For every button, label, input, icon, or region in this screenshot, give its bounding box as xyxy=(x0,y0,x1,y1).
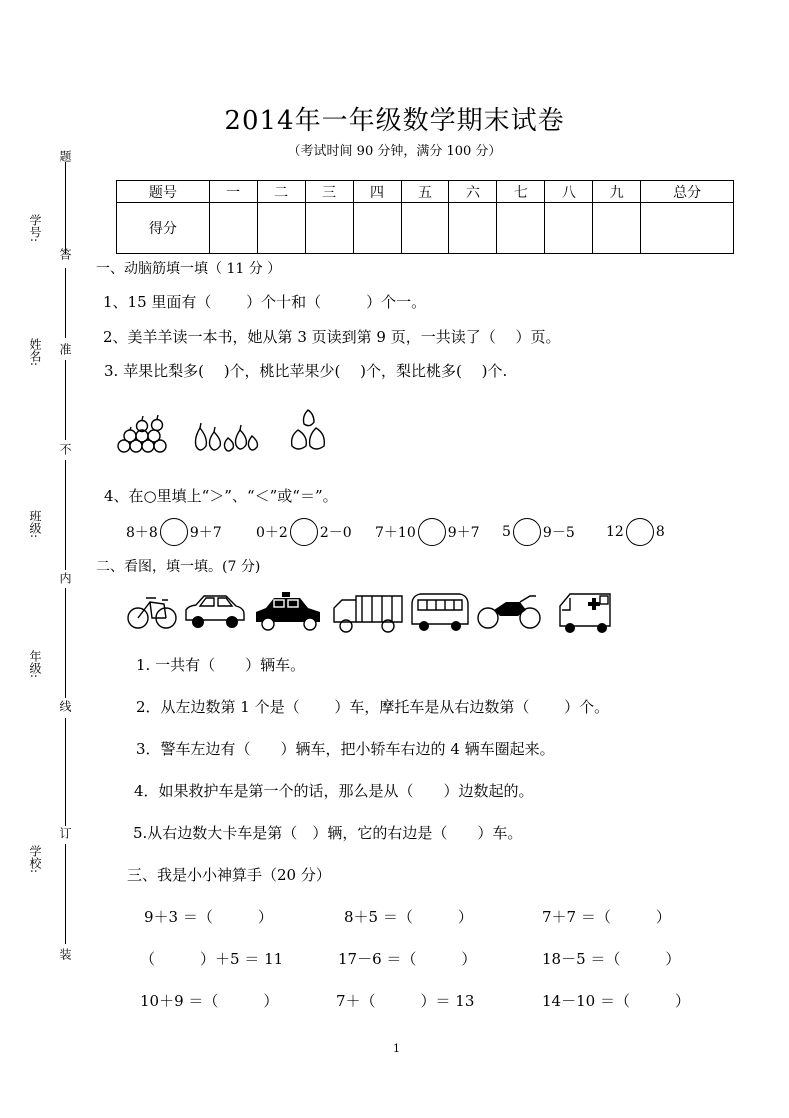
calc-item: 8＋5 ＝（ ） xyxy=(344,908,473,926)
car-icon xyxy=(186,596,244,628)
calc-item: 7＋7 ＝（ ） xyxy=(542,908,671,926)
score-header-cell: 三 xyxy=(305,181,353,203)
seal-char: 内 xyxy=(58,572,72,584)
calc-item: 9＋3 ＝（ ） xyxy=(144,908,273,926)
seal-line-segment xyxy=(65,162,66,254)
section1-heading: 一、动脑筋填一填（ 11 分 ） xyxy=(96,261,282,277)
score-header-cell: 七 xyxy=(497,181,545,203)
question-2-4: 4．如果救护车是第一个的话，那么是从（ ）边数起的。 xyxy=(134,782,534,800)
comparison-left: 12 xyxy=(606,524,624,540)
score-header-cell: 题号 xyxy=(117,181,210,203)
seal-line-segment xyxy=(65,588,66,698)
comparison-right: 9＋7 xyxy=(447,525,480,541)
calc-item: 7＋（ ）＝ 13 xyxy=(336,992,475,1010)
comparison-circle[interactable] xyxy=(513,518,541,546)
calc-item: 17－6 ＝（ ） xyxy=(338,950,477,968)
comparison-right: 2－0 xyxy=(319,525,352,541)
page-number: 1 xyxy=(393,1042,400,1055)
question-1-4: 4、在○里填上“＞”、“＜”或“＝”。 xyxy=(104,487,338,505)
page-title: 2014年一年级数学期末试卷 xyxy=(224,106,565,136)
name-field: 姓名: xyxy=(28,338,42,367)
seal-line-segment xyxy=(65,844,66,944)
seal-line-segment xyxy=(65,268,66,338)
seal-line-segment xyxy=(65,360,66,440)
score-cell[interactable] xyxy=(593,203,641,254)
score-cell[interactable] xyxy=(497,203,545,254)
score-cell[interactable] xyxy=(353,203,401,254)
score-header-cell: 一 xyxy=(209,181,257,203)
seal-char: 答 xyxy=(58,248,72,260)
section2-heading: 二、看图，填一填。(7 分) xyxy=(96,559,261,575)
calc-item: 10＋9 ＝（ ） xyxy=(140,992,279,1010)
peach-icon xyxy=(292,410,325,449)
comparison-right: 8 xyxy=(655,524,665,540)
seal-char: 不 xyxy=(58,443,72,455)
score-header-cell: 八 xyxy=(545,181,593,203)
seal-line-segment xyxy=(65,460,66,570)
section3-heading: 三、我是小小神算手（20 分） xyxy=(127,866,331,884)
score-table-score-row xyxy=(117,203,734,254)
truck-icon xyxy=(334,596,402,632)
question-2-3: 3．警车左边有（ ）辆车，把小轿车右边的 4 辆车圈起来。 xyxy=(136,740,555,758)
comparison-left: 7＋10 xyxy=(375,525,416,541)
student-id-field: 学号: xyxy=(28,214,42,243)
score-header-cell: 二 xyxy=(257,181,305,203)
score-table xyxy=(116,180,734,254)
comparison-circle[interactable] xyxy=(160,518,188,546)
exam-info: （考试时间 90 分钟，满分 100 分） xyxy=(287,144,502,159)
question-1-2: 2、美羊羊读一本书，她从第 3 页读到第 9 页，一共读了（ ）页。 xyxy=(103,328,561,346)
comparison-item xyxy=(126,518,222,546)
seal-char: 线 xyxy=(58,700,72,712)
score-header-cell: 总分 xyxy=(641,181,734,203)
question-2-5: 5.从右边数大卡车是第（ ）辆，它的右边是（ ）车。 xyxy=(133,824,523,842)
comparison-circle[interactable] xyxy=(290,518,318,546)
score-header-cell: 六 xyxy=(449,181,497,203)
comparison-right: 9＋7 xyxy=(189,525,222,541)
question-2-2: 2．从左边数第 1 个是（ ）车，摩托车是从右边数第（ ）个。 xyxy=(136,698,610,716)
seal-line-segment xyxy=(65,718,66,826)
question-2-1: 1. 一共有（ ）辆车。 xyxy=(136,656,306,674)
bicycle-icon xyxy=(128,598,176,628)
score-cell[interactable] xyxy=(305,203,353,254)
motorcycle-icon xyxy=(478,596,540,628)
seal-char: 订 xyxy=(58,827,72,839)
seal-char: 题 xyxy=(58,150,72,162)
comparison-circle[interactable] xyxy=(418,518,446,546)
calc-item: （ ）＋5 ＝ 11 xyxy=(140,950,284,968)
comparison-left: 0＋2 xyxy=(256,525,288,541)
score-cell[interactable] xyxy=(209,203,257,254)
apple-icon xyxy=(118,415,166,452)
comparison-left: 5 xyxy=(502,524,511,540)
score-cell[interactable] xyxy=(641,203,734,254)
score-header-cell: 五 xyxy=(401,181,449,203)
calc-item: 18－5 ＝（ ） xyxy=(542,950,681,968)
comparison-left: 8＋8 xyxy=(126,525,158,541)
comparison-item xyxy=(375,518,480,546)
ambulance-icon xyxy=(560,594,610,633)
calc-item: 14－10 ＝（ ） xyxy=(542,992,690,1010)
comparison-item xyxy=(256,518,352,546)
fruit-picture-group xyxy=(112,408,342,456)
comparison-item xyxy=(606,518,665,546)
score-header-cell: 九 xyxy=(593,181,641,203)
score-row-label: 得分 xyxy=(117,203,210,254)
score-table-header-row xyxy=(117,181,734,203)
school-field: 学校: xyxy=(28,845,42,874)
score-cell[interactable] xyxy=(449,203,497,254)
bus-icon xyxy=(412,594,468,631)
question-1-3: 3. 苹果比梨多( )个，桃比苹果少( )个，梨比桃多( )个. xyxy=(104,362,508,380)
class-field: 班级: xyxy=(28,510,42,539)
comparison-right: 9－5 xyxy=(542,525,575,541)
grade-field: 年级: xyxy=(28,650,42,679)
vehicle-picture-row xyxy=(126,588,616,634)
comparison-circle[interactable] xyxy=(626,518,654,546)
score-cell[interactable] xyxy=(401,203,449,254)
comparison-item xyxy=(502,518,575,546)
score-cell[interactable] xyxy=(545,203,593,254)
seal-char: 准 xyxy=(58,343,72,355)
score-header-cell: 四 xyxy=(353,181,401,203)
seal-char: 装 xyxy=(58,948,72,960)
score-cell[interactable] xyxy=(257,203,305,254)
question-1-1: 1、15 里面有（ ）个十和（ ）个一。 xyxy=(103,293,427,311)
police-car-icon xyxy=(256,592,320,630)
pear-icon xyxy=(196,423,258,451)
